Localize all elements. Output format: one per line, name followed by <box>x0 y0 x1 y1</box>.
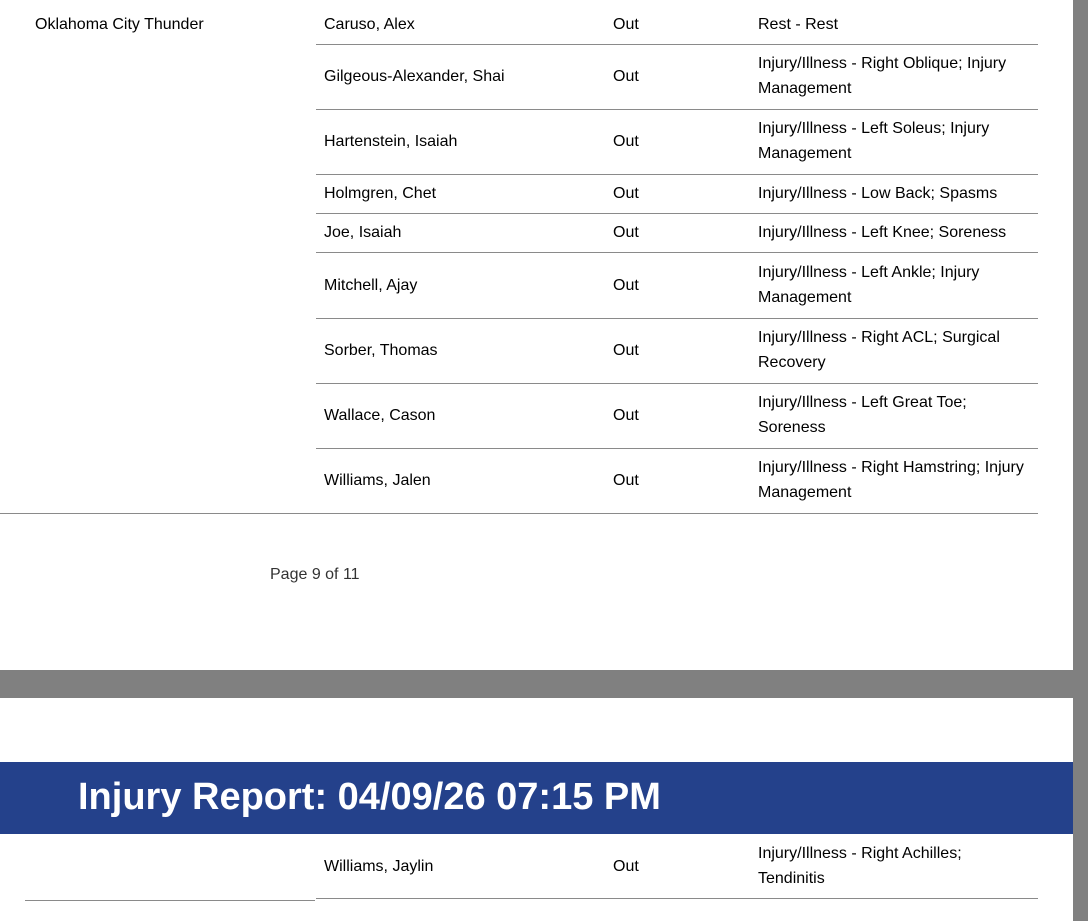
player-name: Hartenstein, Isaiah <box>324 133 458 150</box>
player-status: Out <box>613 858 639 875</box>
injury-reason: Rest - Rest <box>758 16 839 33</box>
injury-reason: Injury/Illness - Left Soleus; Injury Management <box>758 120 990 162</box>
table-row <box>316 0 1038 45</box>
player-status: Out <box>613 277 639 294</box>
report-page-10 <box>0 698 1073 921</box>
table-row <box>316 253 1038 319</box>
table-row <box>316 319 1038 384</box>
injury-reason: Injury/Illness - Right Oblique; Injury Management <box>758 55 1007 97</box>
injury-reason: Injury/Illness - Right Achilles; Tendinitis <box>758 845 962 887</box>
injury-reason: Injury/Illness - Low Back; Spasms <box>758 185 998 202</box>
player-status: Out <box>613 185 639 202</box>
table-row <box>316 45 1038 110</box>
injury-reason: Injury/Illness - Right ACL; Surgical Recovery <box>758 329 1000 371</box>
player-name: Mitchell, Ajay <box>324 277 418 294</box>
table-row <box>316 384 1038 449</box>
injury-reason: Injury/Illness - Left Great Toe; Soreness <box>758 394 967 436</box>
player-name: Sorber, Thomas <box>324 342 438 359</box>
player-status: Out <box>613 16 639 33</box>
report-title: Injury Report: 04/09/26 07:15 PM <box>78 776 661 818</box>
player-name: Williams, Jalen <box>324 472 431 489</box>
player-name: Holmgren, Chet <box>324 185 437 202</box>
table-row <box>316 175 1038 214</box>
report-header-banner <box>0 762 1073 834</box>
player-status: Out <box>613 342 639 359</box>
player-name: Williams, Jaylin <box>324 858 434 875</box>
injury-reason: Injury/Illness - Left Knee; Soreness <box>758 224 1007 241</box>
table-row <box>316 214 1038 253</box>
player-status: Out <box>613 472 639 489</box>
table-row <box>316 834 1038 899</box>
player-status: Out <box>613 68 639 85</box>
team-group-divider <box>0 513 1038 514</box>
injury-reason: Injury/Illness - Left Ankle; Injury Management <box>758 264 980 306</box>
team-group-divider <box>25 900 315 901</box>
table-row <box>316 110 1038 175</box>
player-name: Caruso, Alex <box>324 16 415 33</box>
player-status: Out <box>613 133 639 150</box>
page-number: Page 9 of 11 <box>270 566 360 583</box>
injury-reason: Injury/Illness - Right Hamstring; Injury Management <box>758 459 1024 501</box>
player-status: Out <box>613 407 639 424</box>
player-status: Out <box>613 224 639 241</box>
team-name: Oklahoma City Thunder <box>35 16 204 33</box>
player-name: Gilgeous-Alexander, Shai <box>324 68 505 85</box>
player-name: Joe, Isaiah <box>324 224 402 241</box>
player-name: Wallace, Cason <box>324 407 436 424</box>
table-row <box>316 449 1038 514</box>
